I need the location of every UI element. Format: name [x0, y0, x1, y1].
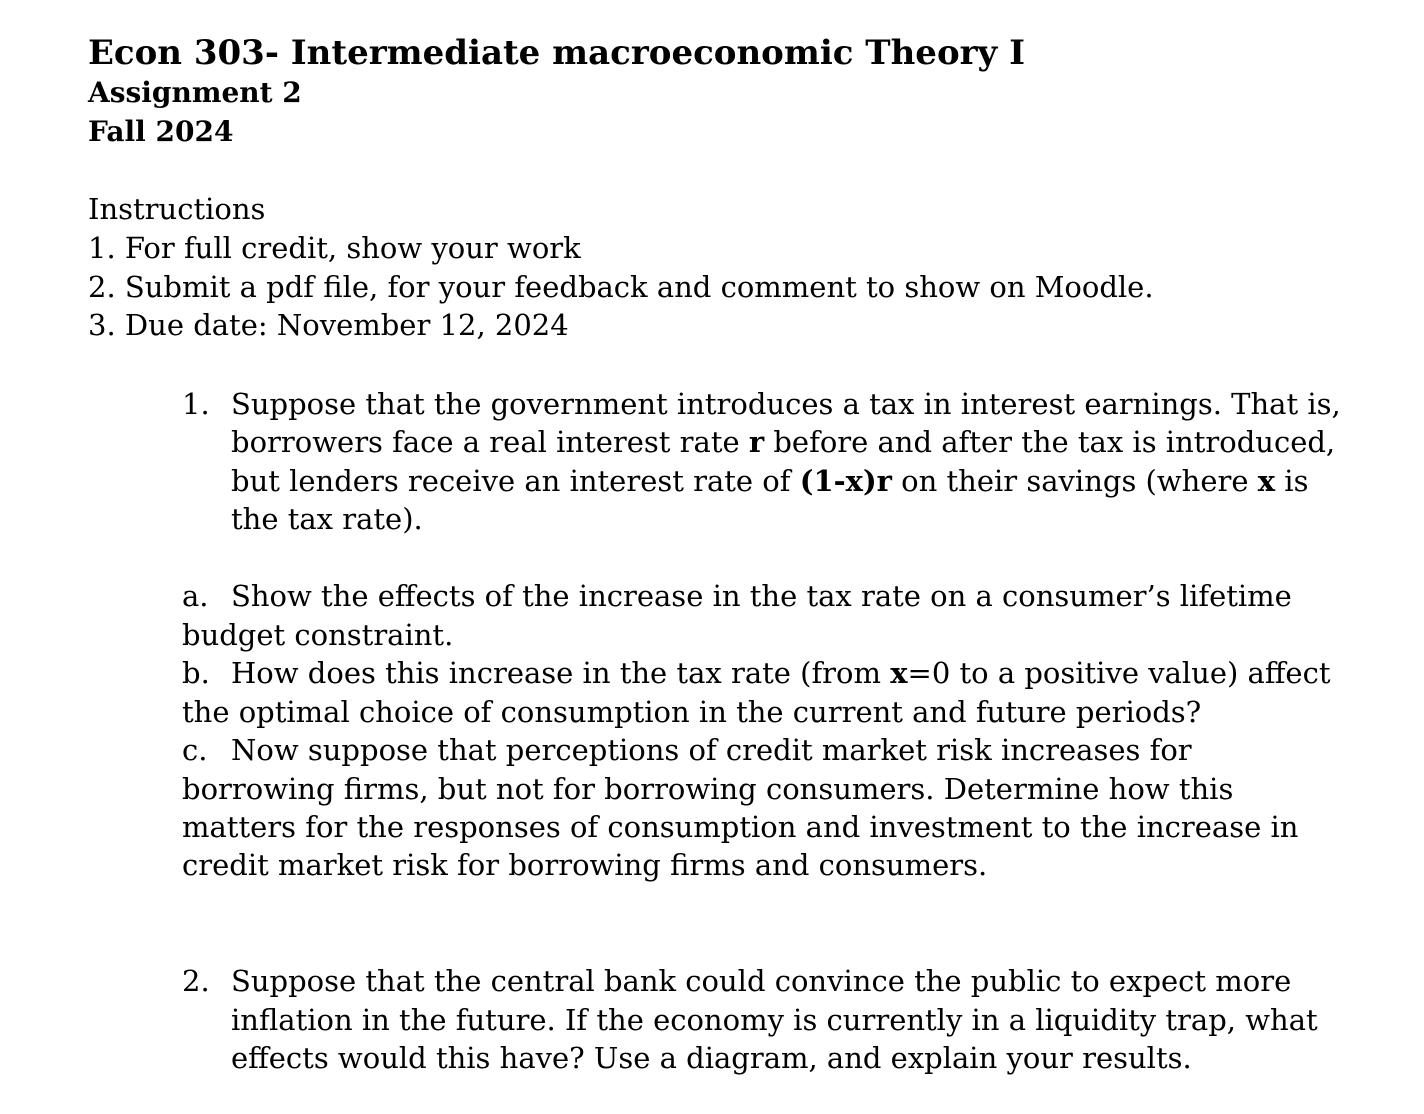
question-2-line: effects would this have? Use a diagram, and explain your results. [231, 1041, 1192, 1075]
question-1-line: borrowers face a real interest rate r before and after the tax is introduced, [231, 425, 1336, 459]
tax-rate-symbol: x [890, 656, 908, 690]
question-1-line: the tax rate). [231, 502, 423, 536]
instruction-item: 2. Submit a pdf file, for your feedback and comment to show on Moodle. [88, 270, 1154, 304]
part-c-text: credit market risk for borrowing firms and consumers. [182, 848, 988, 882]
part-c-text: matters for the responses of consumption and investment to the increase in [182, 810, 1299, 844]
assignment-label: Assignment 2 [88, 76, 302, 109]
question-1-number: 1. [182, 387, 210, 421]
instruction-item: 1. For full credit, show your work [88, 231, 581, 265]
part-a-text: budget constraint. [182, 618, 454, 652]
part-b-text: How does this increase in the tax rate (from x=0 to a positive value) affect [231, 656, 1331, 690]
question-2-line: Suppose that the central bank could convince the public to expect more [231, 964, 1292, 998]
question-1-line: Suppose that the government introduces a tax in interest earnings. That is, [231, 387, 1341, 421]
part-a-label: a. [182, 579, 209, 613]
instructions-heading: Instructions [88, 192, 266, 226]
question-1-line: but lenders receive an interest rate of (1-x)r on their savings (where x is [231, 464, 1309, 498]
question-2-number: 2. [182, 964, 210, 998]
course-title: Econ 303- Intermediate macroeconomic Theory I [88, 33, 1026, 73]
part-a-text: Show the effects of the increase in the tax rate on a consumer’s lifetime [231, 579, 1292, 613]
part-c-text: borrowing firms, but not for borrowing consumers. Determine how this [182, 772, 1234, 806]
after-tax-rate: (1-x)r [799, 464, 892, 498]
term-label: Fall 2024 [88, 115, 234, 148]
tax-rate-symbol: x [1257, 464, 1276, 498]
part-c-text: Now suppose that perceptions of credit market risk increases for [231, 733, 1192, 767]
instruction-item: 3. Due date: November 12, 2024 [88, 308, 569, 342]
part-b-text: the optimal choice of consumption in the current and future periods? [182, 695, 1202, 729]
part-c-label: c. [182, 733, 208, 767]
question-2-line: inflation in the future. If the economy is currently in a liquidity trap, what [231, 1003, 1318, 1037]
part-b-label: b. [182, 656, 210, 690]
interest-rate-symbol: r [748, 425, 765, 459]
